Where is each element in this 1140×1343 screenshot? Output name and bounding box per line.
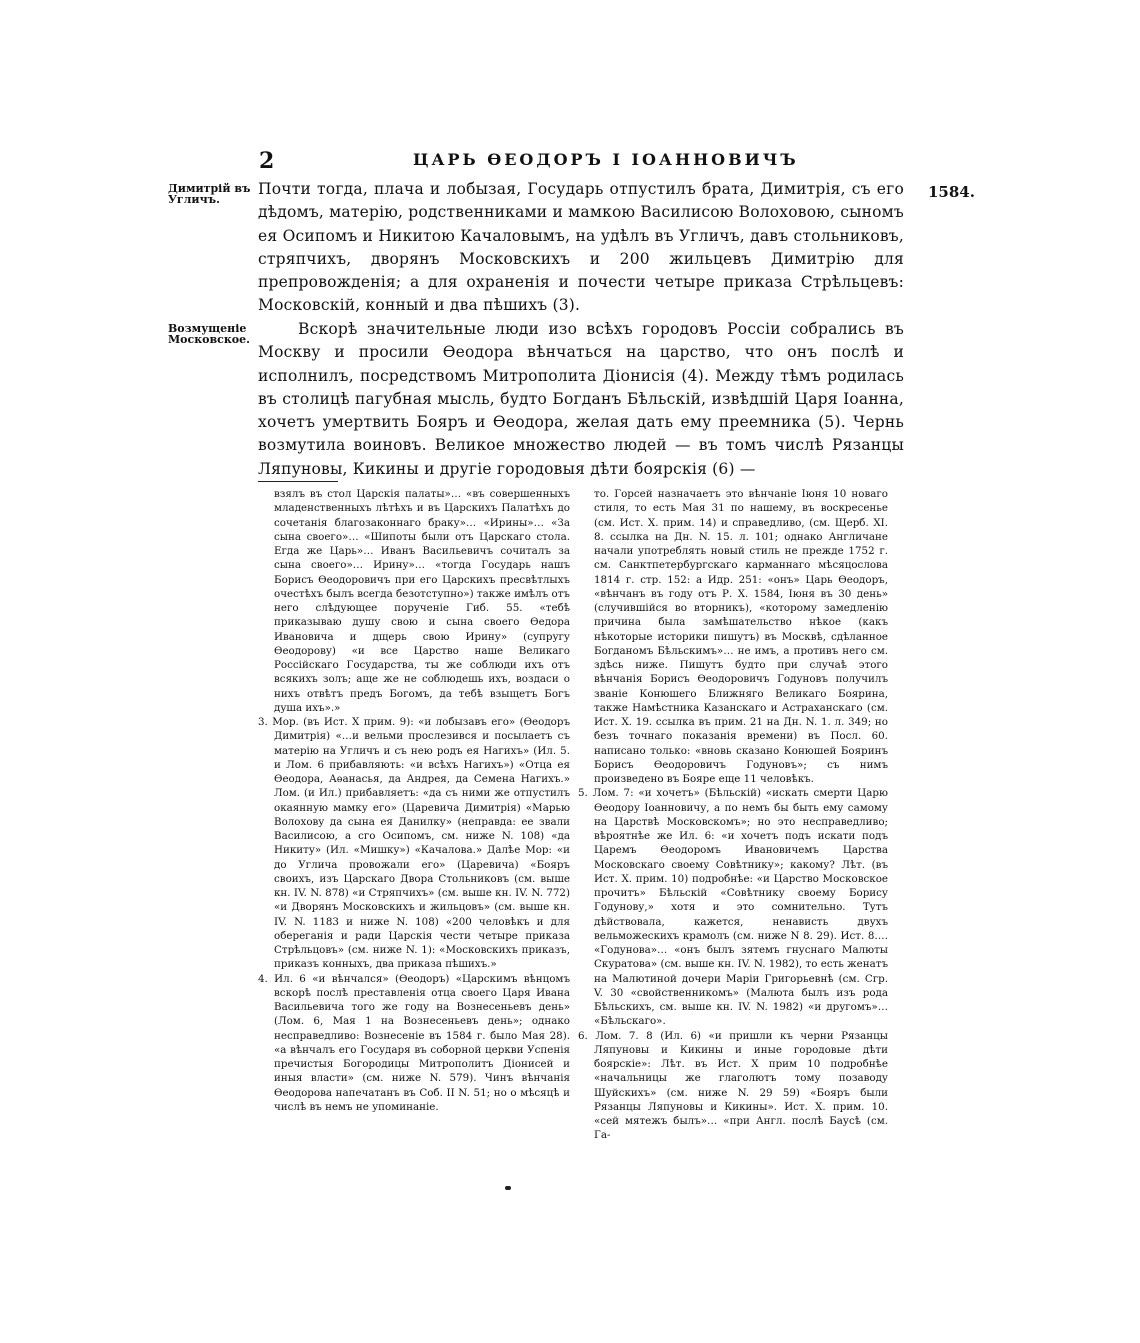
footnote-4 [258, 972, 570, 1115]
footnotes-left-column [258, 487, 570, 1114]
footnote-text: Мор. (въ Ист. X прим. 9): «и лобызавъ его» (Ѳеодоръ Димитрія) «…и вельми прослезився и посылаетъ съ матерію на Угличъ и съ нею родъ ея Нагихъ» (Ил. 5. и Лом. 6 прибавляють: «и всѣхъ Нагихъ») «Отца ея Ѳеодора, Аѳанасья, да Андрея, да Семена Нагихъ.» Лом. (и Ил.) прибавляетъ: «да съ ними же отпустилъ окаянную мамку его» (Царевича Димитрія) «Марью Волохову да сына ея Данилку» (неправда: ее звали Василисою, а сго Осипомъ, см. ниже N. 108) «да Никиту» (Ил. «Мишку») «Качалова.» Далѣе Мор: «и до Углича провожали его» (Царевича) «Бояръ своихъ, изъ Царскаго Двора Стольниковъ (см. выше кн. IV. N. 878) «и Стряпчихъ» (см. выше кн. IV. N. 772) «и Дворянъ Московскихъ и жильцовъ» (см. выше кн. IV. N. 1183 и ниже N. 108) «200 человѣкъ и для обереганія и ради Царскія чести четыре приказа Стрѣльцовъ» (см. ниже N. 1): «Московскихъ приказъ, приказъ конныхъ, два приказа пѣшихъ.» [272, 716, 570, 971]
footnote-text: Лом. 7. 8 (Ил. 6) «и пришли къ черни Рязанцы Ляпуновы и Кикины и иные городовые дѣти боярскіе»: Лѣт. въ Ист. X прим 10 подробнѣе «начальницы же глаголютъ тому позаводу Шуйскихъ» (см. ниже N. 29 59) «Бояръ были Рязанцы Ляпуновы и Кикины». Ист. X. прим. 10. «сей мятежъ былъ»… «при Англ. послѣ Баусѣ (см. Га- [594, 1029, 888, 1142]
margin-note-dimitry: Димитрій въ Угличъ. [168, 182, 251, 206]
footnote-number: 5. [578, 787, 588, 800]
footnote-text: Ил. 6 «и вѣнчался» (Ѳеодоръ) «Царскимъ вѣнцомъ вскорѣ послѣ преставленія отца своего Царя Ивана Васильевича того же году на Вознесеньевъ день» (Лом. 6, Мая 1 на Вознесеньевъ день»; однако несправедливо: Вознесеніе въ 1584 г. было Мая 28). «а вѣнчалъ его Государя въ соборной церкви Успенія пречистыя Богородицы Митрополитъ Діонисей и иныя власти» (см. ниже N. 579). Чинъ вѣнчанія Ѳеодорова напечатанъ въ Соб. II N. 51; но о мѣсяцѣ и числѣ въ немъ не упоминаніе. [274, 972, 570, 1113]
footnote-5 [578, 786, 888, 1028]
main-text-paragraph-1 [258, 178, 904, 318]
footnote-text: Лом. 7: «и хочетъ» (Бѣльскій) «искать смерти Царю Ѳеодору Іоанновичу, а по немъ бы быть ему самому на Царствѣ Московскомъ»; но это несправедливо; вѣроятнѣе же Ил. 6: «и хочетъ подъ искати подъ Царемъ Ѳеодоромъ Ивановичемъ Царства Московскаго своему Совѣтнику»; какому? Лѣт. (въ Ист. X. прим. 10) подробнѣе: «и Царство Московское прочитъ» Бѣльскій «Совѣтнику своему Борису Годунову,» хотя и это сомнительно. Тутъ дѣйствовала, кажется, ненависть двухъ вельможескихъ крамолъ (см. ниже N 8. 29). Ист. 8…. «Годунова»… «онъ былъ зятемъ гнуснаго Малюты Скуратова» (см. выше кн. IV. N. 1982), то есть женатъ на Малютиной дочери Маріи Григорьевнѣ (см. Сгр. V. 30 «свойственникомъ» (Малюта былъ изъ рода Бѣльскихъ, см. выше кн. IV. N. 1982) «и другомъ»… «Бѣльскаго». [592, 787, 888, 1028]
footnote-6 [578, 1029, 888, 1143]
footnote-continuation: то. Горсей назначаетъ это вѣнчаніе Іюня 10 новаго стиля, то есть Мая 31 по нашему, въ воскресенье (см. Ист. X. прим. 14) и справедливо, (см. Щерб. XI. 8. ссылка на Дн. N. 15. л. 101; однако Англичане начали употреблять новый стиль не прежде 1752 г. см. Санктпетербургскаго карманнаго мѣсяцослова 1814 г. стр. 152: а Идр. 251: «онъ» Царь Ѳеодоръ, «вѣнчанъ въ году отъ Р. X. 1584, Іюня въ 30 день» (случившійся во вторникъ), «которому замедленію причина была замѣшательство нѣкое (какъ нѣкоторые историки пишутъ) въ Москвѣ, сдѣланное Богданомъ Бѣльскимъ»… не имъ, а противъ него см. здѣсь ниже. Пишутъ будто при случаѣ этого вѣнчанія Борисъ Ѳеодоровичъ Годуновъ получилъ званіе Конюшего Ближняго Великаго Боярина, также Намѣстника Казанскаго и Астраханскаго (см. Ист. X. 19. ссылка въ прим. 21 на Дн. N. 1. л. 349; но безъ точнаго показанія времени) въ Посл. 60. написано только: «вновь сказано Конюшей Бояринъ Борисъ Ѳеодоровичъ Годуновъ»; съ нимъ произведено въ Бояре еще 11 человѣкъ. [594, 488, 888, 785]
footnote-number: 6. [578, 1029, 588, 1042]
ink-speck [505, 1186, 511, 1190]
year-marginal: 1584. [928, 183, 975, 201]
footnote-rule [258, 481, 338, 482]
main-text: Почти тогда, плача и лобызая, Государь отпустилъ брата, Димитрія, съ его дѣдомъ, матерію, родственниками и мамкою Василисою Волоховою, сыномъ ея Осипомъ и Никитою Качаловымъ, на удѣлъ въ Угличъ, давъ стольниковъ, стряпчихъ, дворянъ Московскихъ и 200 жильцевъ Димитрію для препровожденія; а для охраненія и почести четыре приказа Стрѣльцевъ: Московскій, конный и два пѣшихъ (3). [258, 180, 904, 315]
footnote-3 [258, 715, 570, 972]
footnotes-right-column [578, 487, 888, 1143]
main-text-paragraph-2 [258, 318, 904, 481]
footnote-number: 4. [258, 972, 268, 985]
footnote-number: 3. [258, 716, 268, 728]
margin-note-uprising: Возмущеніе Московское. [168, 322, 250, 346]
footnote-continuation: взялъ въ стол Царскія палаты»… «въ совершенныхъ младенственныхъ лѣтѣхъ и въ Царскихъ Палатѣхъ до сочетанія благозаконнаго браку»… «Ирины»… «За сына своего»… «Шипоты были отъ Царскаго стола. Егда же Царь»… Иванъ Васильевичъ сочиталъ за сына своего»… Ирину»… «тогда Государь нашъ Борисъ Ѳеодоровичъ при его Царскихъ пресвѣтлыхъ очестѣхъ былъ всегда безотступно») также имѣлъ отъ него слѣдующее порученіе Гиб. 55. «тебѣ приказываю душу свою и сына своего Ѳедора Ивановича и дщерь свою Ирину» (супругу Ѳеодорову) «и все Царство наше Великаго Россійскаго Государства, ты же соблюди ихъ отъ всякихъ золъ; аще же не соблюдешь ихъ, воздаси о нихъ отвѣтъ предъ Богомъ, да тебѣ взыщетъ Богъ душа ихъ».» [274, 488, 570, 714]
page-number: 2 [259, 148, 275, 174]
running-head: ЦАРЬ ѲЕОДОРЪ I IОАННОВИЧЪ [413, 150, 799, 169]
main-text: Вскорѣ значительные люди изо всѣхъ городовъ Россіи собрались въ Москву и просили Ѳеодора вѣнчаться на царство, что онъ послѣ и исполнилъ, посредствомъ Митрополита Діонисія (4). Между тѣмъ родилась въ столицѣ пагубная мысль, будто Богданъ Бѣльскій, извѣдшій Царя Іоанна, хочетъ умертвить Бояръ и Ѳеодора, желая дать ему преемника (5). Чернь возмутила воиновъ. Великое множество людей — въ томъ числѣ Рязанцы Ляпуновы, Кикины и другіе городовыя дѣти боярскія (6) — [258, 320, 904, 478]
